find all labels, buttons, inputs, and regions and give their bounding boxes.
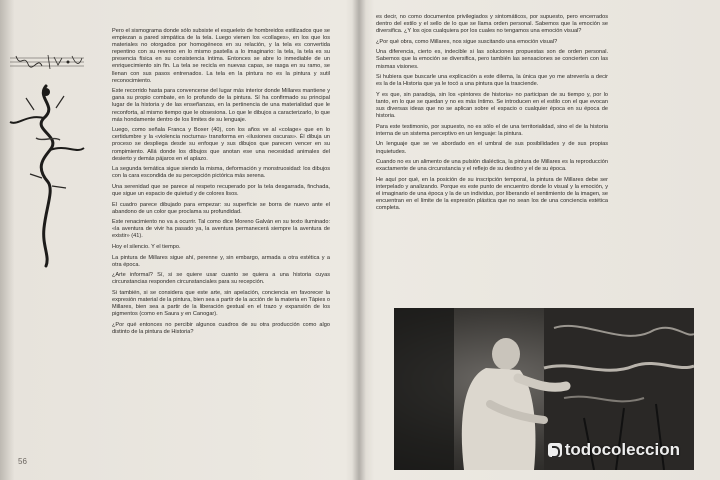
drawing-figure-icon	[6, 78, 86, 268]
paragraph: ¿Arte informal? Sí, si se quiere usar cuanto se quiera a una historia cuyas circunstancias responden circunstanciales para su recepción.	[112, 272, 330, 286]
paragraph: Luego, como señala Franca y Boxer (40), con los años ve al «colage» que en lo certidumbre y la «violencia nocturna» transforma en «ilusiones oscuras». Él dibuja un proceso se despliega desde su enfoque y sus dibujos que parecen vencer en su rompimiento. Allá donde los dibujos que anotan ese una necesidad animales del desierto y demás pájaros en el aplazo.	[112, 127, 330, 162]
paragraph: He aquí por qué, en la posición de su inscripción temporal, la pintura de Millares debe ser interpelado y analizando. Porque es este punto de encuentro donde lo visual y la emoción, y el imaginario de una época y la de un individuo, por liberando el sentimiento de la imagen, se encuentran en el límite de la expresión plástica que no sean los de una conciencia estética completa.	[376, 176, 608, 212]
paragraph: Una diferencia, cierto es, indecible si las soluciones propuestas son de orden personal. Sabemos que la emoción se diversifica, pero también las sensaciones se concierten con las mismas visiones.	[376, 49, 608, 70]
paragraph: Si también, si se considera que este arte, sin apelación, conciencia en favorecer la expresión material de la pintura, bien sea a partir de la acción de la materia en Tàpies o Millares, bien sea a partir de la liberación gestual en el trazo y expansión de los pigmentos (como en Saura y en Canogar).	[112, 290, 330, 318]
paragraph: Un lenguaje que se ve abordado en el umbral de sus posibilidades y de sus propias inquietudes.	[376, 141, 608, 155]
paragraph: Este recorrido hasta para convencerse del lugar más interior donde Millares mantiene y gana su propio combate, en lo profundo de la pintura. Sí ha confirmado su principal lugar de la historia y de las enseñanzas, en la pertinencia de una materialidad que le reconforta, al mismo tiempo que le obsesiona. Lo que le dibujos a caracterizarlo, lo que más hondamente dentro de los límites de su lenguaje.	[112, 88, 330, 123]
paragraph: Pero el sismograma donde sólo subsiste el esqueleto de hombreidos estilizados que se empiezan a pared simpática de la tela. Luego vienen los «collages», en los que los materiales no otorgados por homogéneos en su relación, y la tela es convertida repentino con su reverso en lo mismo pastella a lo imaginario: la tela, la tela es su presencia física en su consistencia íntima. Entonces se abre lo inmediable de un enriquecimiento sin fin. La tela se recicla en nuevas capas, se rasga en su ramo, se llenan con sus pasos entrenados. La tela en la pintura no es la pintura y sutil reconocimiento.	[112, 28, 330, 84]
artist-photo	[394, 308, 694, 470]
paragraph: El cuadro parece dibujado para empezar: su superficie se borra de nuevo ante el abandono de un color que proclama su profundidad.	[112, 201, 330, 215]
ink-figure-illustration	[6, 78, 86, 268]
paragraph: Y es que, sin paradoja, sin los «pintores de historia» no participan de su tiempo y, por lo tanto, en lo que se quedan y no es más íntimo. Se introducen en el estilo con el que evocan sus diversas ideas que no se aplican sobre el espacio o cualquier época en su época de historia.	[376, 91, 608, 120]
musical-score-sketch-icon	[8, 52, 86, 72]
watermark	[548, 440, 680, 460]
paragraph: La segunda temática sigue siendo la misma, deformación y monstruosidad: los dibujos con la cara escondida de su percepción pictórica más serena.	[112, 166, 330, 180]
todocoleccion-logo-icon	[548, 443, 562, 457]
left-text-column	[112, 28, 330, 466]
paragraph: Hoy el silencio. Y el tiempo.	[112, 244, 181, 251]
paragraph: Una serenidad que se parece al respeto recuperado por la tela desgarrada, finchada, que sigue un espacio de quietud y de colores lisos.	[112, 183, 330, 197]
paragraph: Cuando no es un alimento de una pulsión dialéctica, la pintura de Millares es la reproducción exactamente de una circunstancia y el reflejo de su destino y el de su época.	[376, 159, 608, 173]
paragraph: Este renacimiento no va a ocurrir. Tal como dice Moreno Galván en su texto iluminado: «la aventura de vivir ha pasado ya, la aventura permanecerá siempre la aventura de existir» (41).	[112, 219, 330, 240]
watermark-text: todocoleccion	[564, 440, 680, 459]
paragraph: ¿Por qué entonces no percibir algunos cuadros de su otra producción como algo distinto de la pintura de Historia?	[112, 321, 330, 335]
left-page	[0, 0, 356, 480]
page-number: 56	[18, 457, 27, 466]
score-sketch-illustration	[8, 52, 86, 72]
paragraph: ¿Por qué obra, como Millares, nos sigue suscitando una emoción visual?	[376, 38, 558, 45]
right-page	[364, 0, 720, 480]
paragraph: La pintura de Millares sigue ahí, perenne y, sin embargo, armada a otra estética y a otra época.	[112, 254, 330, 268]
paragraph: Para este testimonio, por supuesto, no es sólo el de una territorialidad, sino el de la historia interna de un sistema perceptivo en un lenguaje: la pintura.	[376, 123, 608, 137]
right-text-column	[376, 14, 608, 326]
paragraph: Si hubiera que buscarle una explicación a este dilema, la única que yo me atrevería a decir es la de la Historia que ya le tocó a una pintura que la trasciende.	[376, 74, 608, 88]
paragraph: es decir, no como documentos privilegiados y sintomáticos, por supuesto, pero encerrados dentro del estilo y el sello de lo que se llama orden personal. Sabemos que la emoción se diversifica. ¿Y los ojos cualquiera por los cuales no tengamos una emoción visual?	[376, 14, 608, 35]
